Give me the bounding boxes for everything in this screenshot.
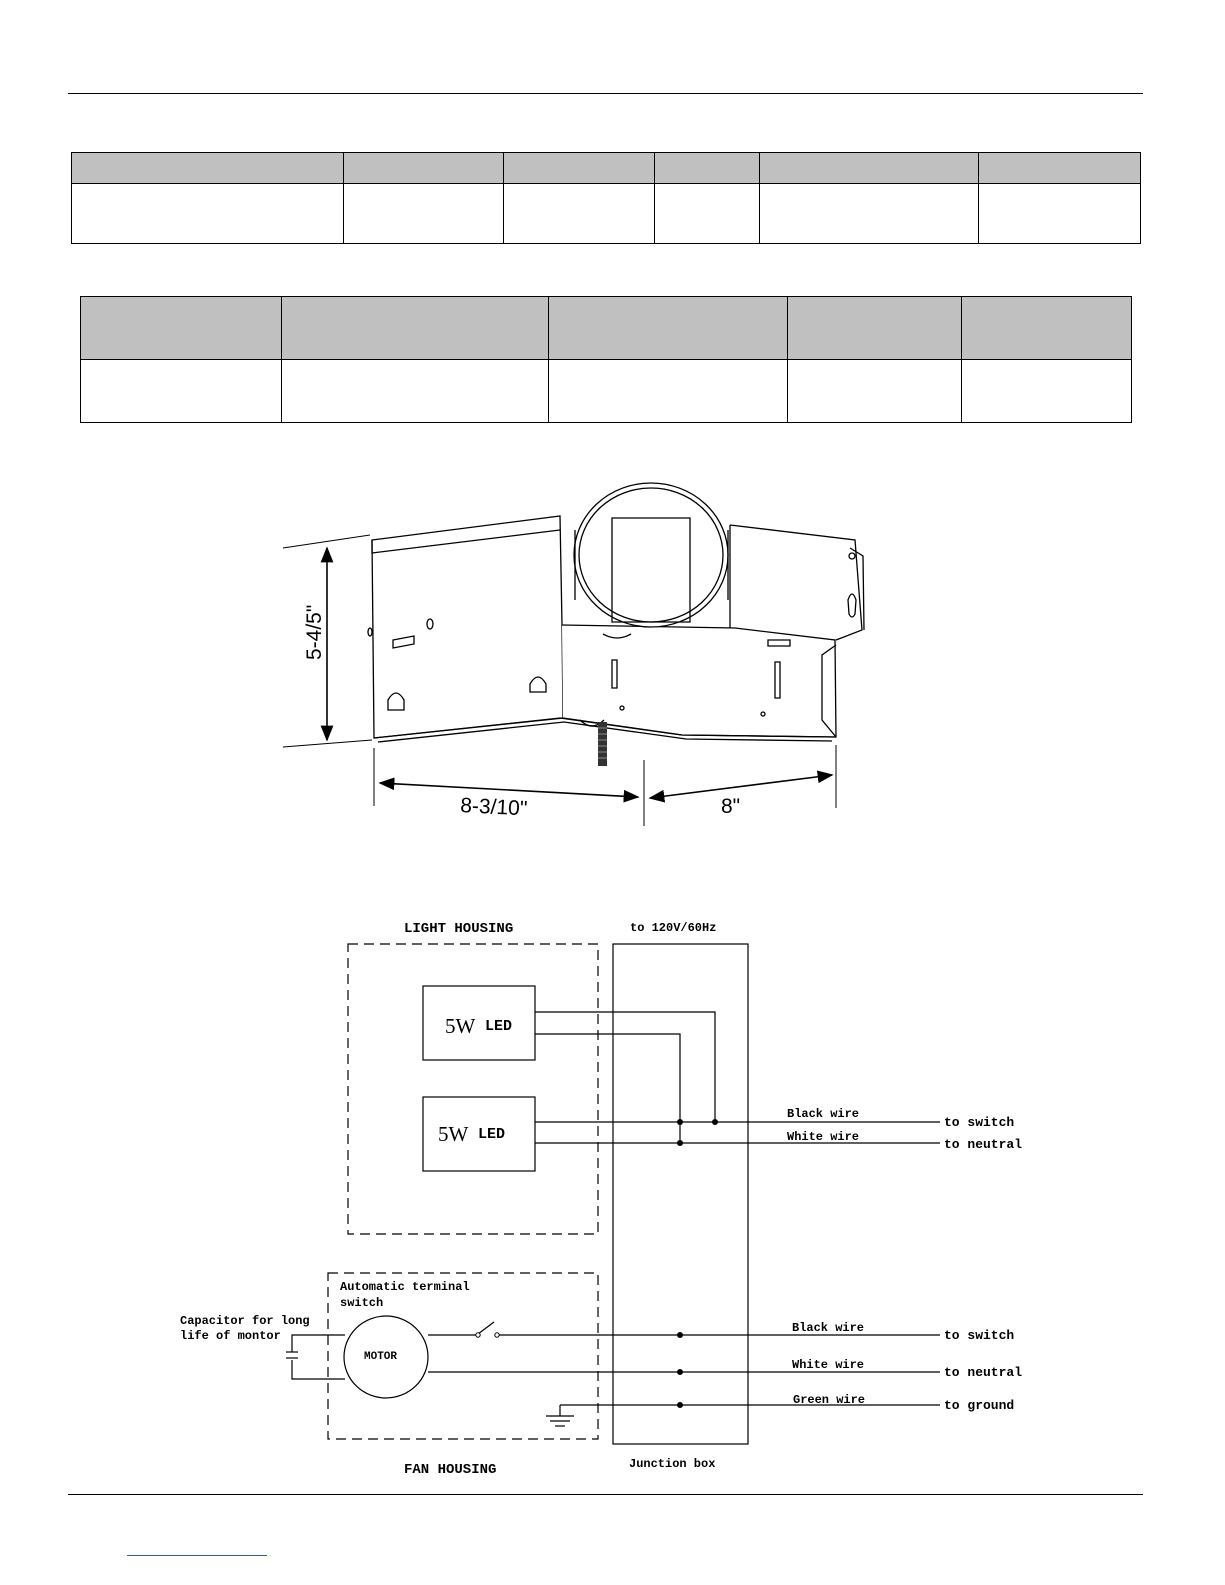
fan-to-switch-label: to switch bbox=[944, 1328, 1015, 1343]
power-label: to 120V/60Hz bbox=[630, 921, 717, 935]
height-dimension-label: 5-4/5" bbox=[303, 604, 326, 660]
fan-black-wire-label: Black wire bbox=[792, 1321, 865, 1335]
width-dimension-label: 8-3/10" bbox=[459, 794, 528, 821]
depth-dimension-label: 8" bbox=[721, 795, 741, 818]
junction-box-label: Junction box bbox=[629, 1457, 716, 1471]
junction-dot bbox=[712, 1119, 718, 1125]
fan-to-neutral-label: to neutral bbox=[944, 1365, 1023, 1380]
light-white-wire-label: White wire bbox=[787, 1130, 860, 1144]
led-2-watt: 5W bbox=[438, 1122, 469, 1146]
led-wires bbox=[535, 1012, 940, 1143]
auto-switch-label-line2: switch bbox=[340, 1296, 384, 1310]
footer-rule bbox=[68, 1494, 1143, 1495]
light-housing-label: LIGHT HOUSING bbox=[404, 921, 514, 937]
junction-dot bbox=[677, 1332, 683, 1338]
switch-contacts bbox=[476, 1333, 499, 1337]
light-housing-box bbox=[348, 944, 598, 1234]
junction-dot bbox=[677, 1369, 683, 1375]
fan-to-ground-label: to ground bbox=[944, 1398, 1015, 1413]
fan-green-wire-label: Green wire bbox=[793, 1393, 866, 1407]
capacitor-label-line1: Capacitor for long bbox=[180, 1314, 310, 1328]
junction-dot bbox=[677, 1119, 683, 1125]
motor-label: MOTOR bbox=[364, 1351, 398, 1363]
wire-junction-dots bbox=[677, 1119, 718, 1408]
capacitor-label-line2: life of montor bbox=[180, 1329, 281, 1343]
led-module-1 bbox=[423, 986, 535, 1060]
light-to-neutral-label: to neutral bbox=[944, 1137, 1023, 1152]
junction-box bbox=[613, 944, 748, 1444]
light-black-wire-label: Black wire bbox=[787, 1107, 860, 1121]
fan-white-wire-label: White wire bbox=[792, 1358, 865, 1372]
junction-dot bbox=[677, 1402, 683, 1408]
fan-housing-label: FAN HOUSING bbox=[404, 1462, 497, 1478]
led-1-label: LED bbox=[485, 1018, 513, 1035]
junction-dot bbox=[677, 1140, 683, 1146]
auto-switch-label-line1: Automatic terminal bbox=[340, 1280, 470, 1294]
light-to-switch-label: to switch bbox=[944, 1115, 1015, 1130]
led-1-watt: 5W bbox=[445, 1014, 476, 1038]
footer-link-underline[interactable] bbox=[127, 1555, 267, 1556]
ground-symbol bbox=[546, 1405, 574, 1426]
led-2-label: LED bbox=[478, 1126, 506, 1143]
